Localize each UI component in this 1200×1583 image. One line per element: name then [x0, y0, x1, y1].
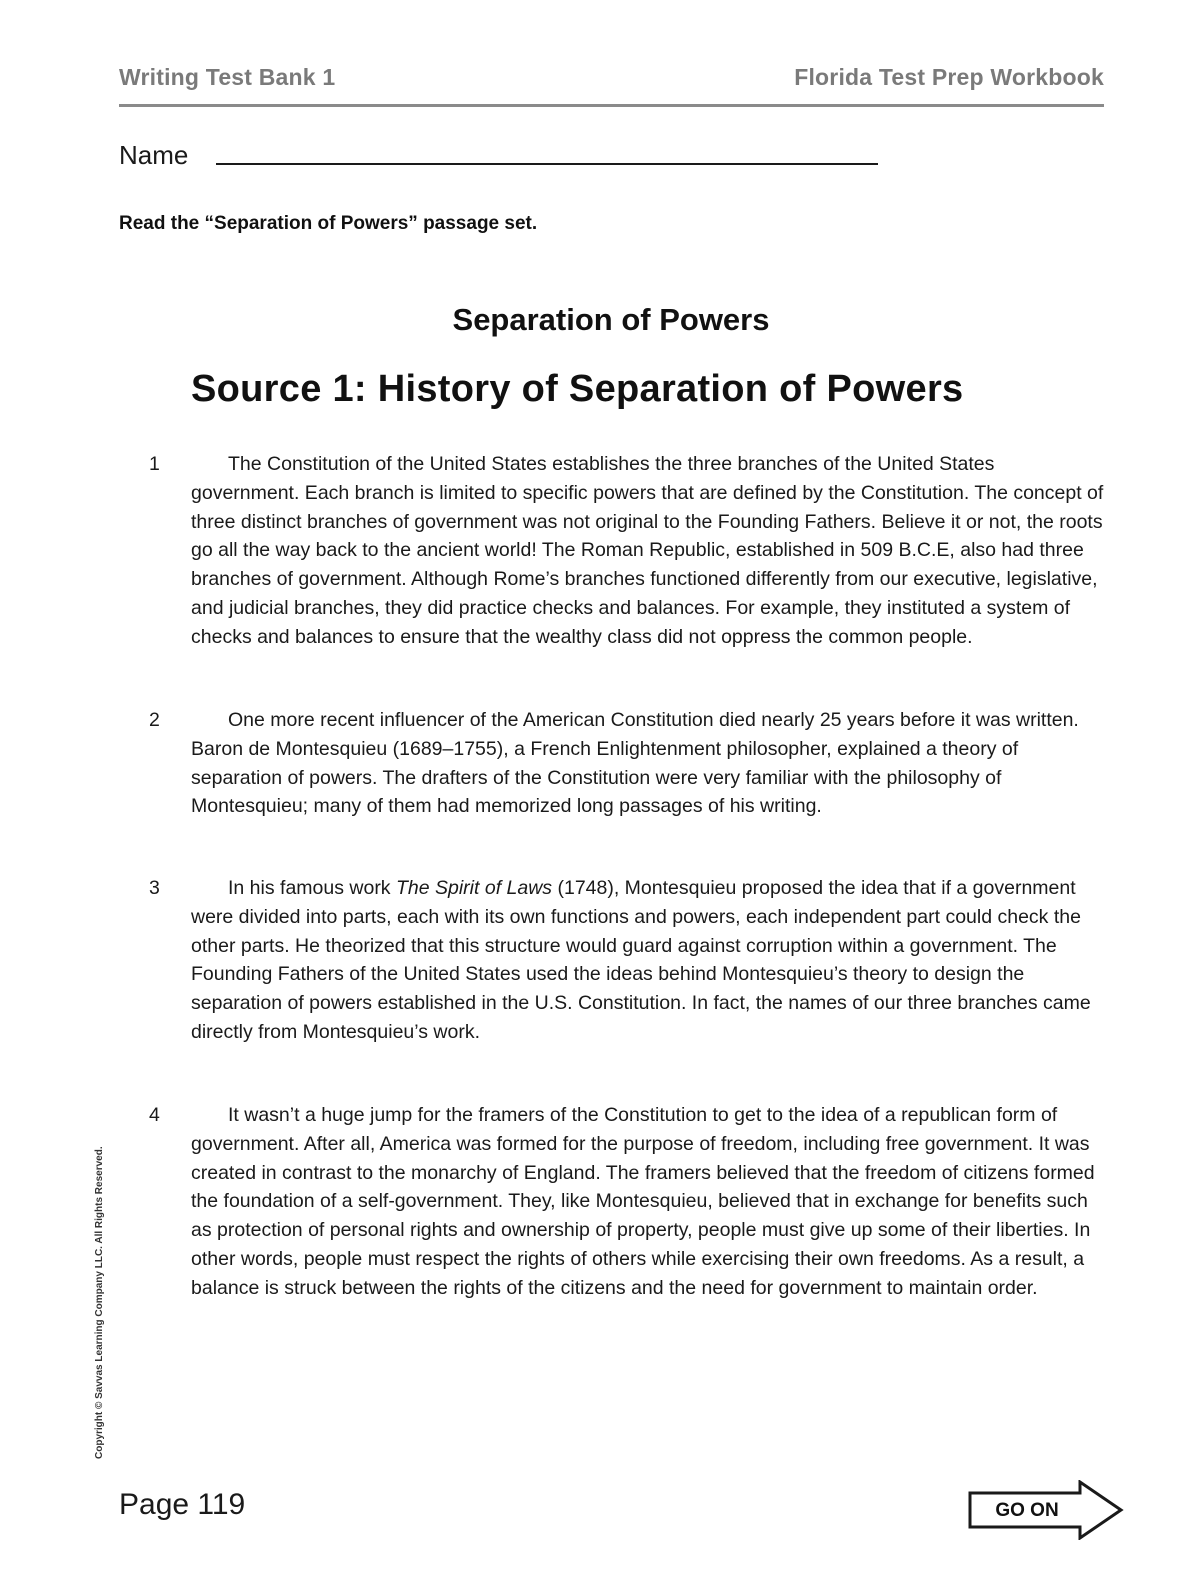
paragraph-number: 4 [149, 1104, 160, 1126]
paragraph-4 [149, 1101, 1107, 1303]
paragraph-text-end: (1748), Montesquieu proposed the idea that if a government were divided into parts, each with its own functions and powers, each independent part could check the other parts. He theorized that this structure would guard against corruption within a government. The Founding Fathers of the United States used the ideas behind Montesquieu’s theory to design the separation of powers established in the U.S. Constitution. In fact, the names of our three branches came directly from Montesquieu’s work. [191, 877, 1091, 1043]
name-label: Name [119, 140, 189, 170]
page-number: Page 119 [119, 1488, 246, 1521]
instruction-text: Read the “Separation of Powers” passage set. [119, 213, 538, 234]
paragraph-text: One more recent influencer of the American Constitution died nearly 25 years before it was written. Baron de Montesquieu (1689–1755), a French Enlightenment philosopher, explained a theory of separation of powers. The drafters of the Constitution were very familiar with the philosophy of Montesquieu; many of them had memorized long passages of his writing. [191, 709, 1079, 818]
header-workbook-title: Florida Test Prep Workbook [794, 64, 1104, 90]
source-heading: Source 1: History of Separation of Powers [191, 368, 964, 410]
book-title: The Spirit of Laws [395, 877, 553, 899]
name-field-line[interactable] [216, 163, 878, 165]
go-on-label: GO ON [995, 1500, 1059, 1521]
paragraph-1 [149, 450, 1107, 652]
paragraph-text: The Constitution of the United States establishes the three branches of the United States government. Each branch is limited to specific powers that are defined by the Constitution. The concept of three distinct branches of government was not original to the Founding Fathers. Believe it or not, the roots go all the way back to the ancient world! The Roman Republic, established in 509 B.C.E, also had three branches of government. Although Rome’s branches functioned differently from our executive, legislative, and judicial branches, they did practice checks and balances. For example, they instituted a system of checks and balances to ensure that the wealthy class did not oppress the common people. [191, 453, 1104, 648]
go-on-button[interactable] [968, 1480, 1128, 1540]
paragraph-text-start: In his famous work [228, 877, 396, 899]
paragraph-number: 3 [149, 877, 160, 899]
paragraph-3 [149, 874, 1107, 1047]
paragraph-number: 1 [149, 453, 160, 475]
paragraph-text [191, 874, 1107, 1047]
paragraph-text: It wasn’t a huge jump for the framers of the Constitution to get to the idea of a republican form of government. After all, America was formed for the purpose of freedom, including free government. It was created in contrast to the monarchy of England. The framers believed that the freedom of citizens formed the foundation of a self-government. They, like Montesquieu, believed that in exchange for benefits such as protection of personal rights and ownership of property, people must give up some of their liberties. In other words, people must respect the rights of others while exercising their own freedoms. As a result, a balance is struck between the rights of the citizens and the need for government to maintain order. [191, 1104, 1095, 1299]
paragraph-2 [149, 706, 1107, 821]
passage-title: Separation of Powers [452, 302, 770, 337]
header-workbook-section: Writing Test Bank 1 [119, 64, 336, 90]
copyright-notice: Copyright © Savvas Learning Company LLC. All Rights Reserved. [94, 1146, 105, 1459]
header-divider [119, 104, 1104, 107]
paragraph-number: 2 [149, 709, 160, 731]
